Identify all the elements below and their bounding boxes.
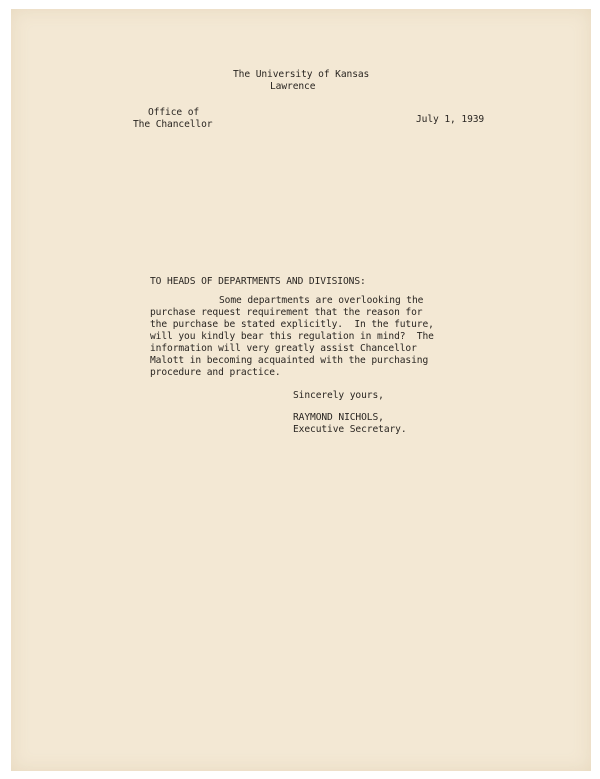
letter-date: July 1, 1939 (416, 114, 485, 125)
body-line: Malott in becoming acquainted with the purchasing (150, 355, 429, 366)
body-line: purchase request requirement that the reason for (150, 307, 423, 318)
body-line: the purchase be stated explicitly. In the future, (150, 319, 434, 330)
closing: Sincerely yours, (293, 390, 384, 401)
letter-page (11, 9, 591, 771)
office-line-2: The Chancellor (133, 119, 213, 130)
office-line-1: Office of (148, 107, 200, 118)
letterhead-institution: The University of Kansas (233, 69, 370, 80)
body-line: Some departments are overlooking the (219, 295, 424, 306)
salutation: TO HEADS OF DEPARTMENTS AND DIVISIONS: (150, 276, 366, 287)
body-line: information will very greatly assist Chancellor (150, 343, 417, 354)
body-line: will you kindly bear this regulation in mind? The (150, 331, 434, 342)
signature-title: Executive Secretary. (293, 424, 407, 435)
body-line: procedure and practice. (150, 367, 281, 378)
letterhead-city: Lawrence (270, 81, 316, 92)
signature-name: RAYMOND NICHOLS, (293, 412, 384, 423)
